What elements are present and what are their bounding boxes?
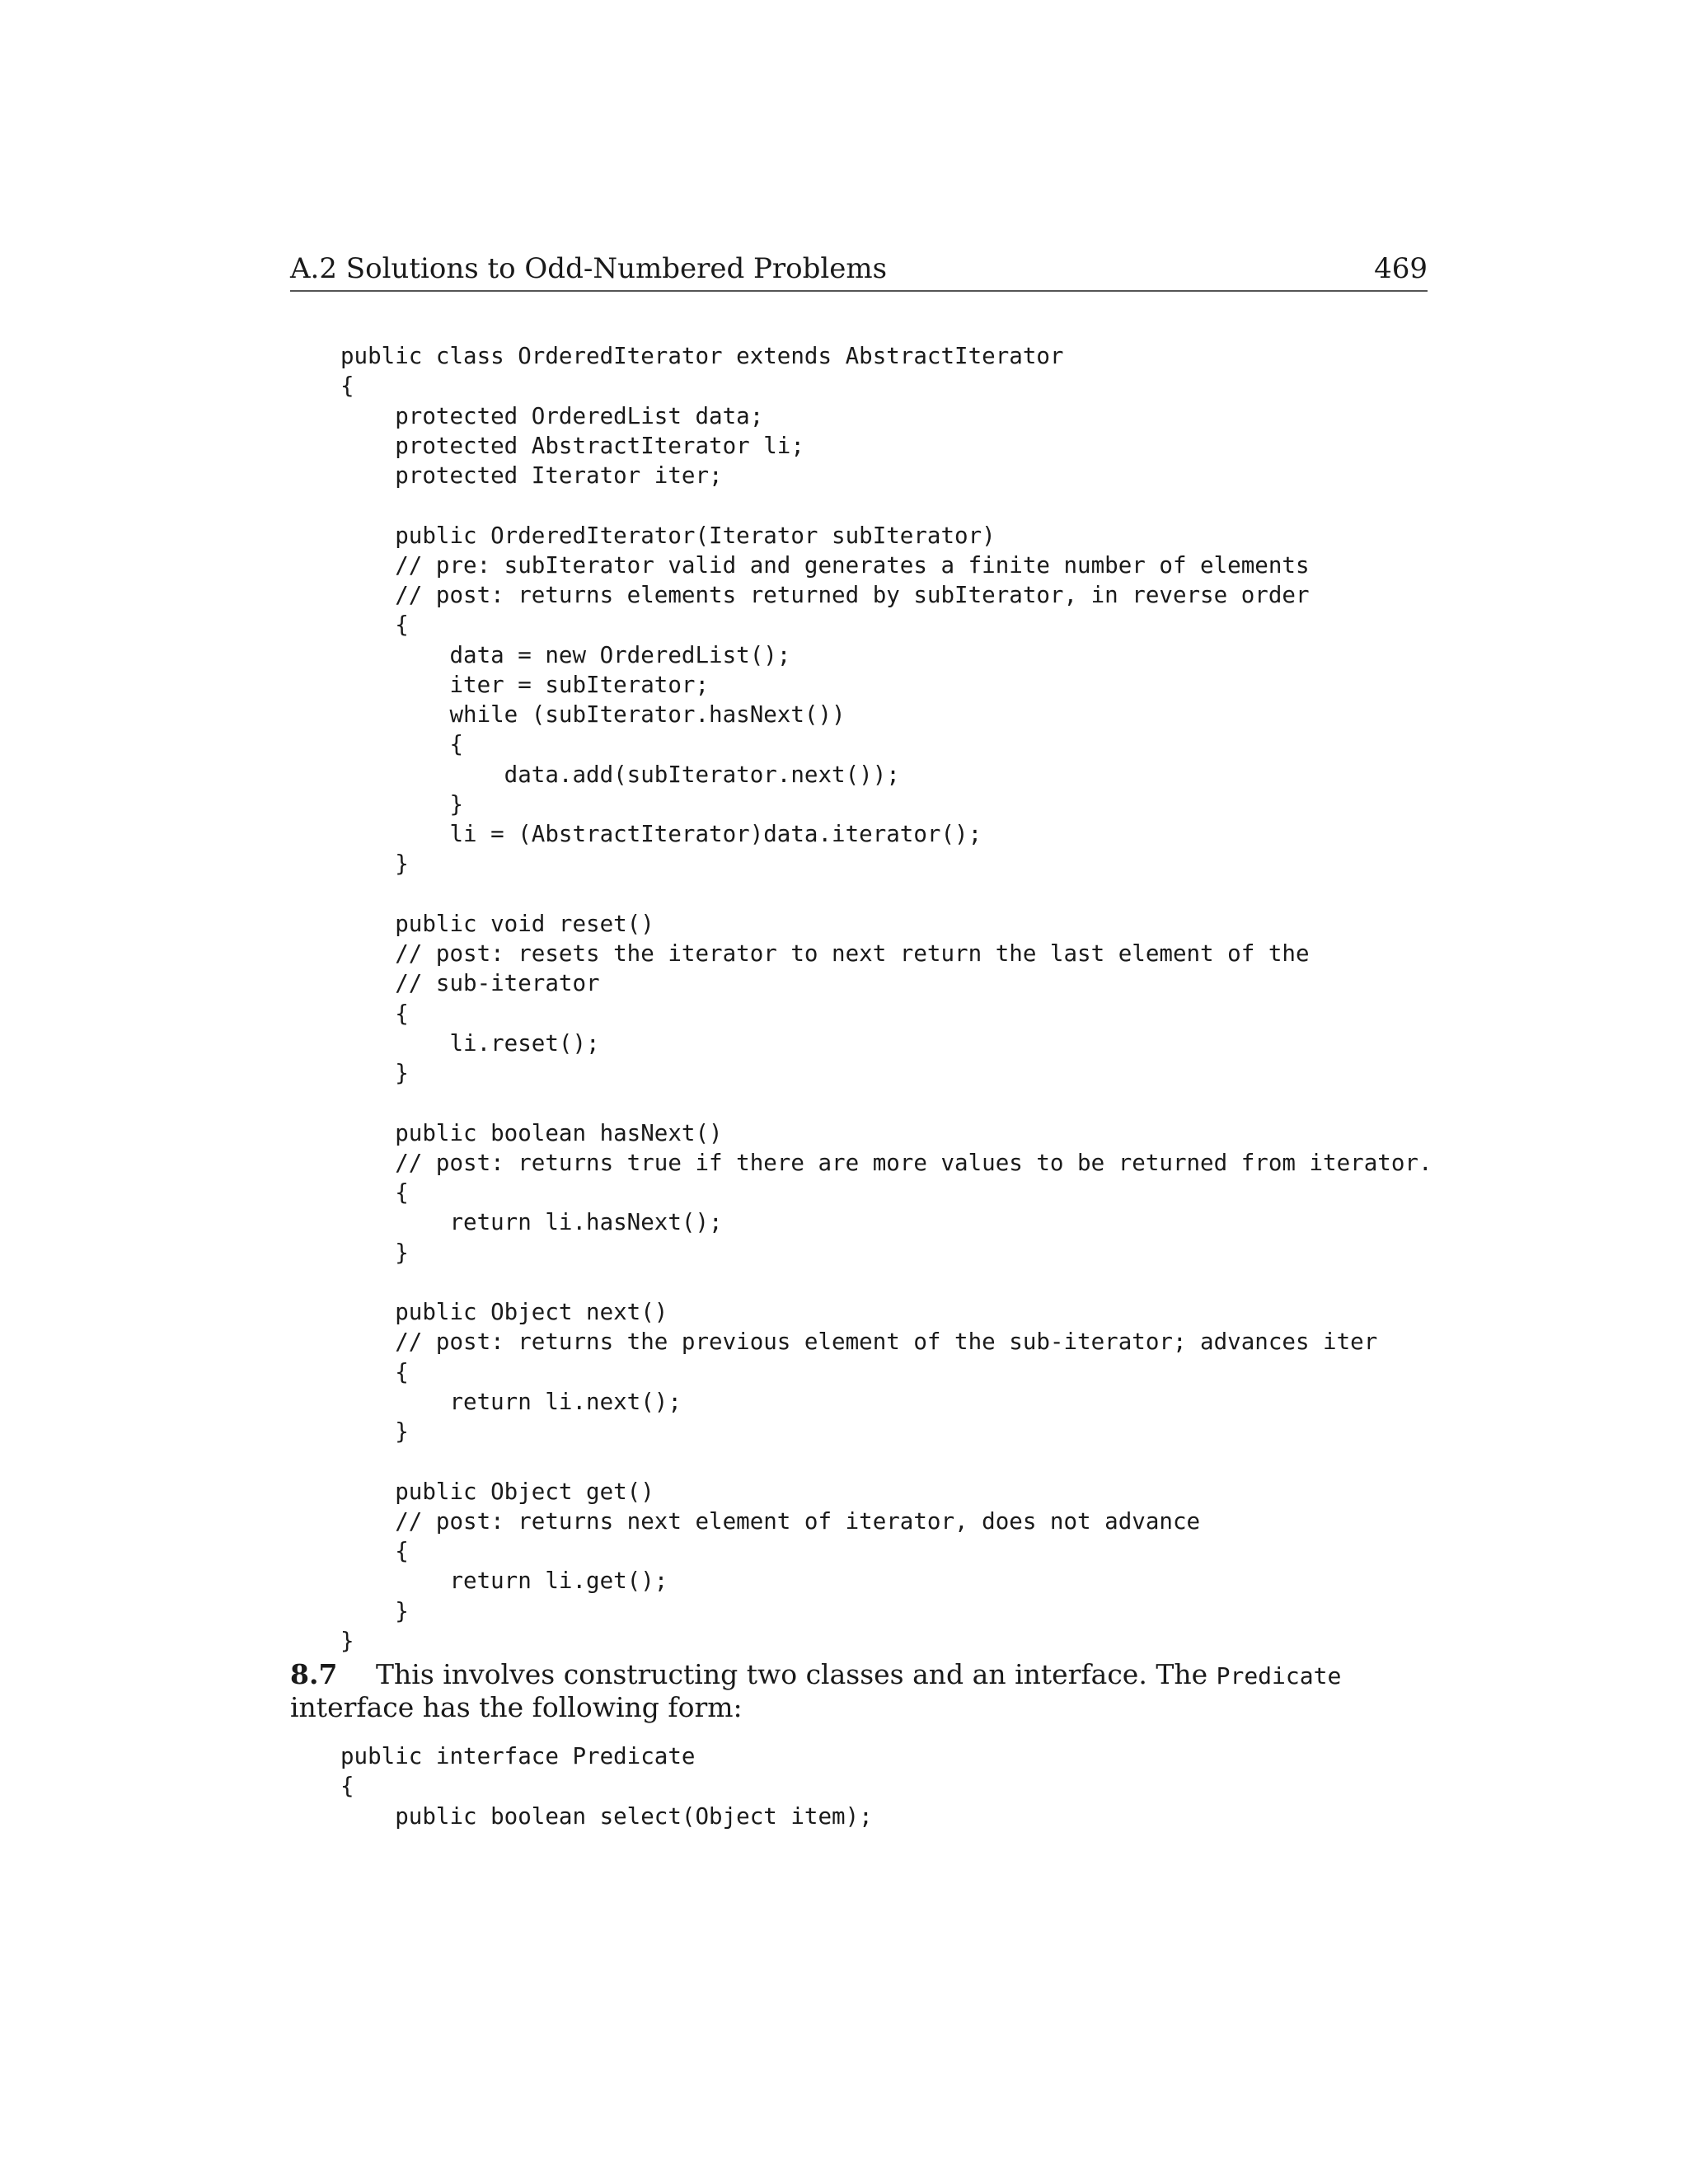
code-line: // sub-iterator: [340, 970, 600, 997]
code-line: public Object get(): [340, 1478, 654, 1505]
code-line: }: [340, 1239, 409, 1266]
code-line: {: [340, 1538, 409, 1564]
solution-text-line2: interface has the following form:: [290, 1691, 743, 1723]
code-line: public void reset(): [340, 910, 654, 937]
code-line: public interface Predicate: [340, 1743, 696, 1769]
code-line: }: [340, 790, 464, 818]
code-line: public OrderedIterator(Iterator subIterator): [340, 522, 996, 549]
code-line: protected OrderedList data;: [340, 402, 764, 429]
code-line: {: [340, 731, 464, 758]
code-line: {: [340, 612, 409, 639]
code-line: while (subIterator.hasNext()): [340, 701, 846, 728]
code-line: }: [340, 1627, 354, 1654]
code-line: public Object next(): [340, 1299, 668, 1325]
code-line: protected AbstractIterator li;: [340, 432, 804, 459]
code-listing-predicate: [340, 1741, 873, 1831]
code-line: data.add(subIterator.next());: [340, 761, 900, 788]
solution-number: 8.7: [290, 1658, 338, 1690]
code-line: public boolean select(Object item);: [340, 1802, 873, 1830]
solution-8-7: [290, 1659, 1428, 1723]
code-listing-ordered-iterator: [340, 341, 1432, 1656]
section-title: A.2 Solutions to Odd-Numbered Problems: [290, 252, 888, 285]
code-line: // post: returns the previous element of the sub-iterator; advances iter: [340, 1329, 1378, 1356]
code-line: {: [340, 373, 354, 400]
code-line: // post: resets the iterator to next return the last element of the: [340, 940, 1310, 967]
code-line: return li.get();: [340, 1568, 668, 1595]
code-line: public boolean hasNext(): [340, 1119, 723, 1146]
code-line: return li.hasNext();: [340, 1209, 723, 1236]
code-line: public class OrderedIterator extends AbstractIterator: [340, 343, 1064, 369]
code-line: li = (AbstractIterator)data.iterator();: [340, 821, 982, 847]
code-line: protected Iterator iter;: [340, 462, 723, 489]
solution-text: This involves constructing two classes and an interface. The: [376, 1658, 1217, 1690]
page-number: 469: [1374, 252, 1428, 285]
code-line: {: [340, 1773, 354, 1800]
code-line: }: [340, 1060, 409, 1086]
running-header: [290, 247, 1428, 292]
inline-code-predicate: Predicate: [1216, 1662, 1342, 1690]
code-line: // post: returns elements returned by subIterator, in reverse order: [340, 582, 1310, 608]
code-line: iter = subIterator;: [340, 671, 710, 698]
code-line: // post: returns true if there are more values to be returned from iterator.: [340, 1149, 1432, 1176]
code-line: }: [340, 1418, 409, 1445]
code-line: data = new OrderedList();: [340, 641, 791, 668]
code-line: {: [340, 1000, 409, 1027]
code-line: // post: returns next element of iterator, does not advance: [340, 1507, 1201, 1535]
code-line: li.reset();: [340, 1029, 600, 1057]
code-line: }: [340, 1597, 409, 1624]
code-line: {: [340, 1358, 409, 1385]
code-line: // pre: subIterator valid and generates a finite number of elements: [340, 551, 1310, 579]
code-line: }: [340, 851, 409, 878]
code-line: return li.next();: [340, 1388, 682, 1415]
code-line: {: [340, 1179, 409, 1206]
